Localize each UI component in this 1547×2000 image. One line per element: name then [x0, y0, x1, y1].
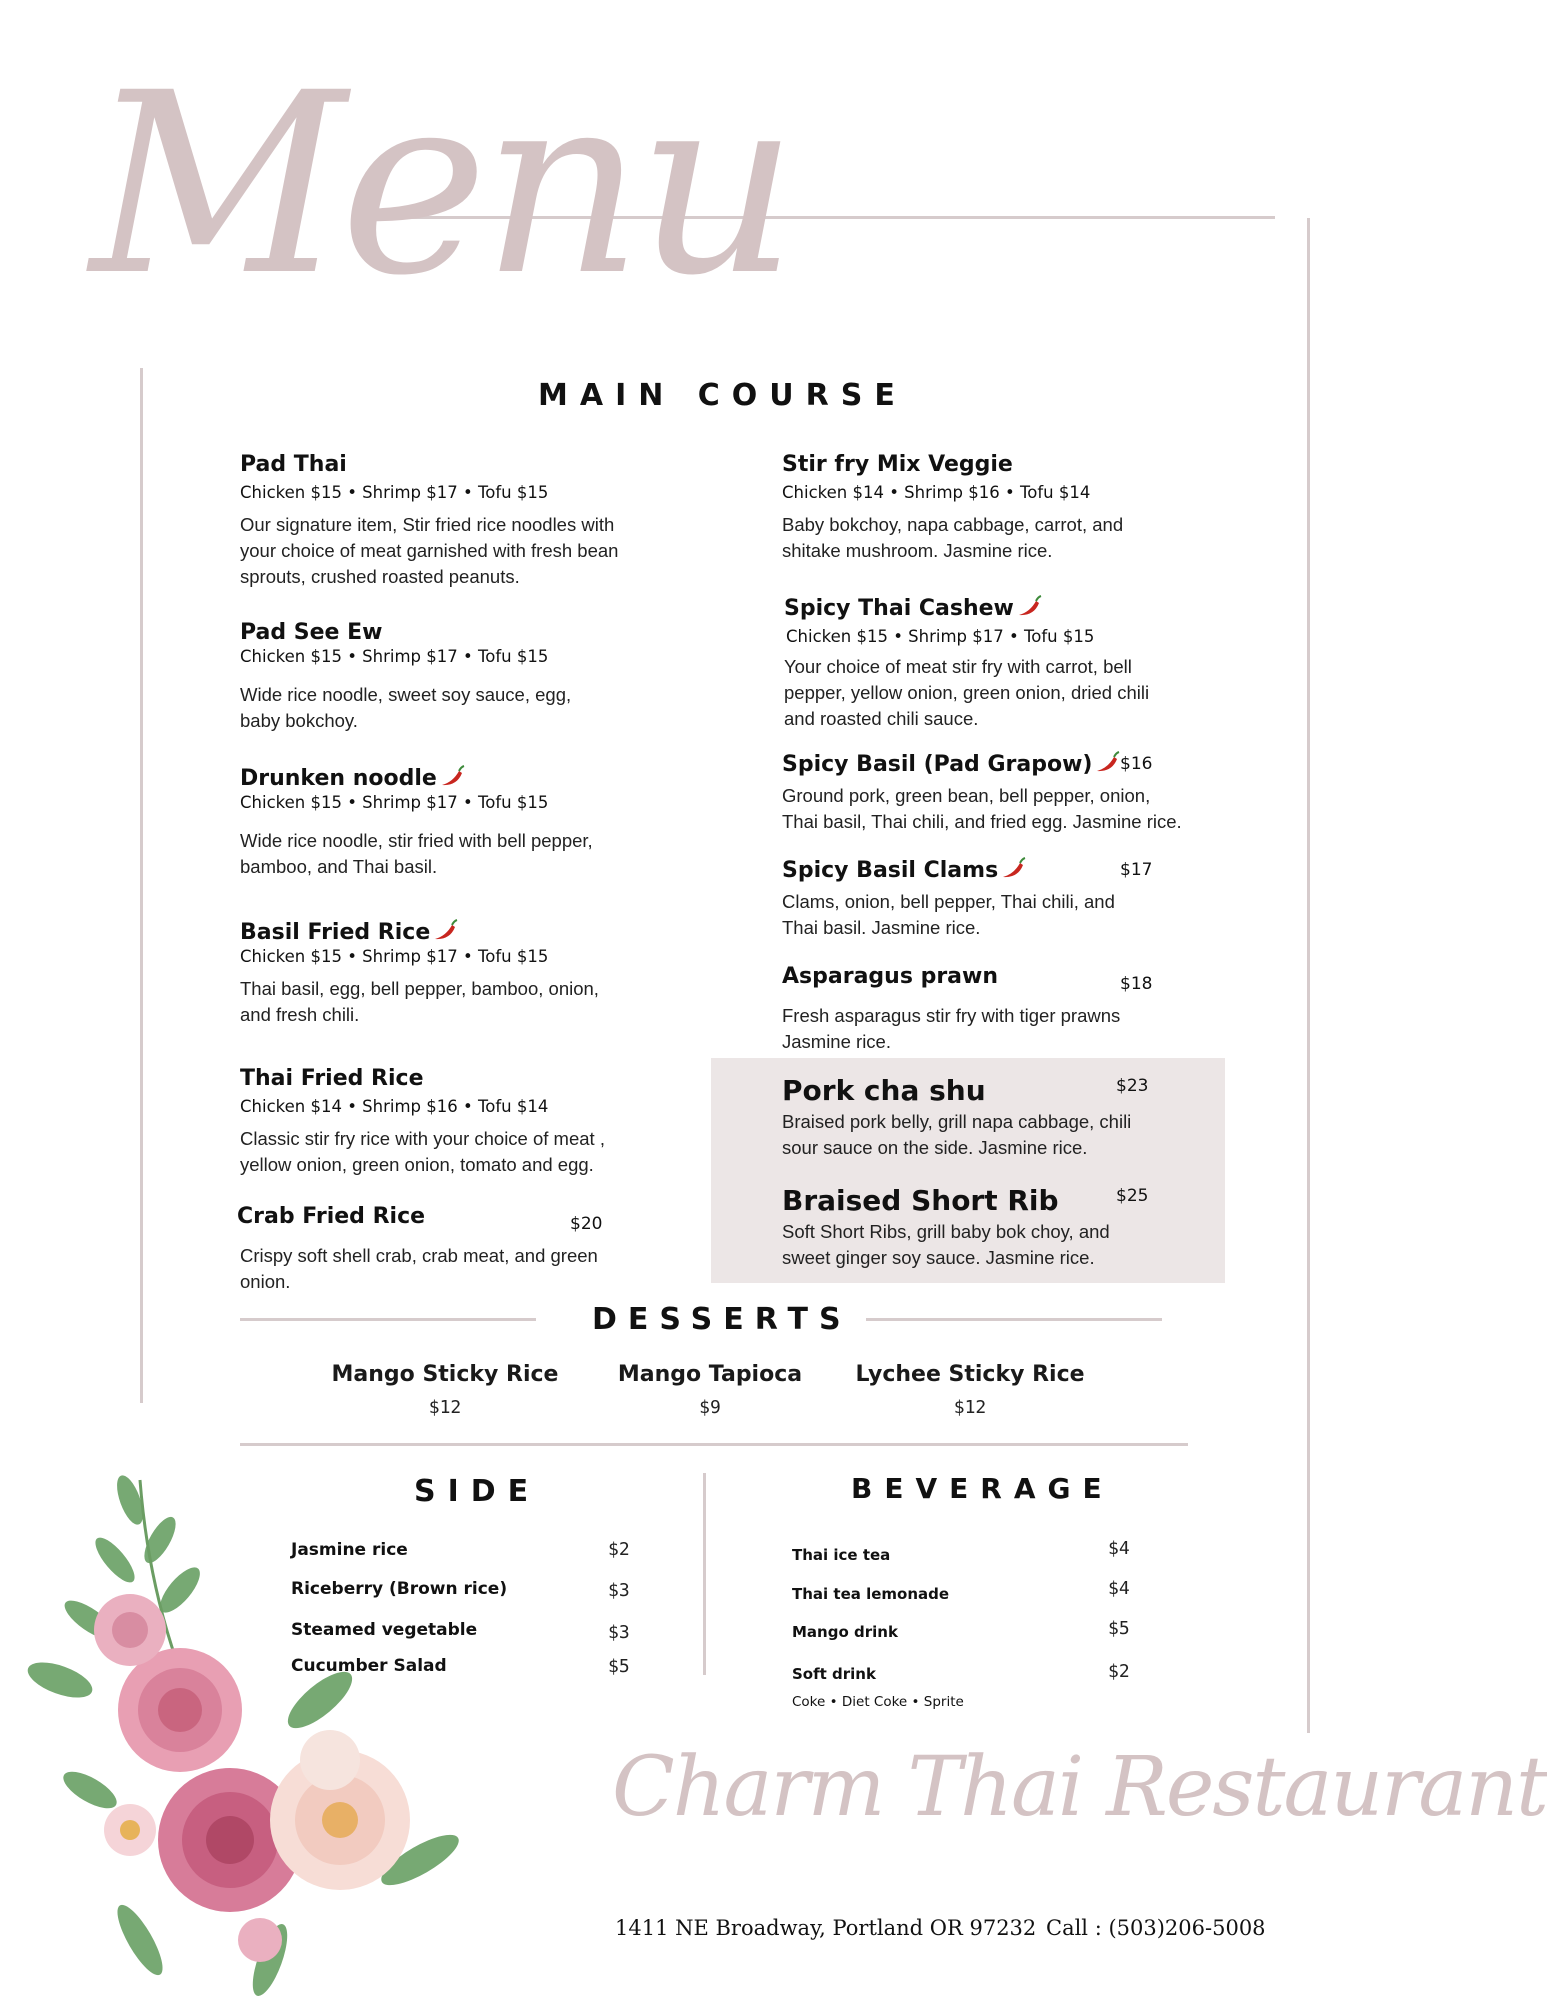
side-heading: SIDE: [414, 1474, 541, 1509]
dish-name: Asparagus prawn: [782, 964, 999, 989]
dish-spicy-basil: [782, 750, 1182, 835]
dish-name-row: [240, 764, 640, 791]
dessert-name: Mango Sticky Rice: [331, 1362, 559, 1387]
beverage-price: $4: [1108, 1578, 1130, 1599]
dessert-item: [600, 1362, 820, 1418]
side-price: $3: [608, 1580, 630, 1601]
frame-right-line: [1307, 218, 1310, 1733]
dish-spicy-thai-cashew: [784, 594, 1184, 732]
beverage-name: Soft drink: [792, 1665, 876, 1683]
dessert-name: Mango Tapioca: [617, 1362, 803, 1387]
dessert-price: $12: [953, 1397, 987, 1418]
desserts-line-left: [240, 1318, 536, 1321]
side-name: Cucumber Salad: [291, 1656, 447, 1676]
dish-name: Basil Fried Rice: [240, 920, 431, 945]
dessert-name: Lychee Sticky Rice: [855, 1362, 1085, 1387]
beverage-item: [792, 1661, 1142, 1684]
dish-description: Crispy soft shell crab, crab meat, and green onion.: [240, 1245, 598, 1292]
dish-description: Classic stir fry rice with your choice of meat , yellow onion, green onion, tomato and egg.: [240, 1128, 605, 1175]
dish-description: Braised pork belly, grill napa cabbage, chili sour sauce on the side. Jasmine rice.: [782, 1111, 1132, 1158]
dish-thai-fried-rice: [240, 1066, 660, 1178]
menu-title: Menu: [90, 39, 792, 330]
dish-pork-cha-shu: [782, 1074, 1182, 1161]
dessert-item: [325, 1362, 565, 1418]
chili-icon: [1016, 594, 1042, 618]
dish-drunken-noodle: [240, 764, 640, 880]
dish-price: $18: [1120, 974, 1153, 994]
desserts-line-right: [866, 1318, 1162, 1321]
address: 1411 NE Broadway, Portland OR 97232: [615, 1916, 1037, 1940]
dish-name: Braised Short Rib: [782, 1184, 1059, 1217]
floral-decoration: [20, 1460, 560, 2000]
dish-prices: Chicken $15 • Shrimp $17 • Tofu $15: [240, 483, 549, 502]
dish-pad-thai: [240, 452, 640, 590]
beverage-price: $2: [1108, 1661, 1130, 1682]
featured-dishes-box: [711, 1058, 1225, 1283]
chili-icon: [439, 764, 465, 788]
peony-icon: [270, 1730, 410, 1890]
dish-price: $16: [1120, 754, 1153, 774]
dish-price: $25: [1116, 1186, 1149, 1206]
dish-pad-see-ew: [240, 620, 640, 734]
chili-icon: [1000, 856, 1026, 880]
beverage-name: Thai ice tea: [792, 1546, 891, 1564]
desserts-bottom-line: [240, 1443, 1188, 1446]
soft-drink-note: Coke • Diet Coke • Sprite: [792, 1694, 964, 1710]
dish-description: Thai basil, egg, bell pepper, bamboo, onion, and fresh chili.: [240, 978, 599, 1025]
dessert-price: $9: [699, 1397, 721, 1418]
beverage-name: Mango drink: [792, 1623, 898, 1641]
dish-name: Stir fry Mix Veggie: [782, 452, 1013, 477]
dish-description: Clams, onion, bell pepper, Thai chili, and Thai basil. Jasmine rice.: [782, 891, 1115, 938]
dish-description: Wide rice noodle, stir fried with bell pepper, bamboo, and Thai basil.: [240, 830, 593, 877]
dish-description: Our signature item, Stir fried rice noodles with your choice of meat garnished with fresh bean sprouts, crushed roasted peanuts.: [240, 514, 619, 587]
dish-prices: Chicken $14 • Shrimp $16 • Tofu $14: [782, 483, 1091, 502]
dish-prices: Chicken $15 • Shrimp $17 • Tofu $15: [240, 793, 549, 812]
dish-name: Spicy Thai Cashew: [784, 596, 1014, 621]
side-price: $3: [608, 1622, 630, 1643]
beverage-item: [792, 1578, 1142, 1604]
dish-name: Crab Fried Rice: [237, 1204, 426, 1229]
side-price: $5: [608, 1656, 630, 1677]
dish-basil-fried-rice: [240, 918, 640, 1028]
dish-asparagus-prawn: [782, 964, 1182, 1055]
dish-name: Pad See Ew: [240, 620, 383, 645]
dish-name: Pad Thai: [240, 452, 347, 477]
dish-name: Spicy Basil Clams: [782, 858, 999, 883]
phone-number: Call : (503)206-5008: [1046, 1916, 1266, 1940]
dessert-item: [850, 1362, 1090, 1418]
dish-braised-short-rib: [782, 1184, 1182, 1271]
dish-price: $20: [570, 1214, 603, 1234]
dish-name-row: [240, 918, 640, 945]
side-name: Riceberry (Brown rice): [291, 1579, 508, 1599]
dish-name: Drunken noodle: [240, 766, 437, 791]
side-name: Jasmine rice: [291, 1540, 408, 1560]
dish-description: Fresh asparagus stir fry with tiger prawns Jasmine rice.: [782, 1005, 1121, 1052]
frame-left-line: [140, 368, 143, 1403]
rose-icon: [94, 1594, 242, 1772]
dish-stir-fry-mix-veggie: [782, 452, 1182, 564]
main-course-heading: MAIN COURSE: [538, 378, 907, 413]
dish-name: Thai Fried Rice: [240, 1066, 424, 1091]
dish-prices: Chicken $15 • Shrimp $17 • Tofu $15: [786, 627, 1095, 646]
dish-name: Pork cha shu: [782, 1074, 986, 1107]
dish-crab-fried-rice: [237, 1204, 637, 1295]
desserts-heading: DESSERTS: [592, 1302, 852, 1337]
dish-name: Spicy Basil (Pad Grapow): [782, 752, 1093, 777]
dish-description: Wide rice noodle, sweet soy sauce, egg, baby bokchoy.: [240, 684, 572, 731]
beverage-item: [792, 1538, 1142, 1565]
side-beverage-divider: [703, 1473, 706, 1675]
beverage-price: $4: [1108, 1538, 1130, 1559]
dish-prices: Chicken $14 • Shrimp $16 • Tofu $14: [240, 1097, 549, 1116]
dish-prices: Chicken $15 • Shrimp $17 • Tofu $15: [240, 947, 549, 966]
side-name: Steamed vegetable: [291, 1620, 478, 1640]
restaurant-name: Charm Thai Restaurant: [612, 1740, 1547, 1835]
chili-icon: [1094, 750, 1120, 774]
side-price: $2: [608, 1539, 630, 1560]
dish-description: Ground pork, green bean, bell pepper, onion, Thai basil, Thai chili, and fried egg. Jasmine rice.: [782, 785, 1182, 832]
beverage-name: Thai tea lemonade: [792, 1585, 950, 1603]
dish-spicy-basil-clams: [782, 856, 1182, 941]
dessert-price: $12: [428, 1397, 462, 1418]
dish-name-row: [784, 594, 1184, 621]
chili-icon: [432, 918, 458, 942]
dish-price: $23: [1116, 1076, 1149, 1096]
dish-description: Your choice of meat stir fry with carrot, bell pepper, yellow onion, green onion, dried chili and roasted chili sauce.: [784, 656, 1150, 729]
beverage-heading: BEVERAGE: [851, 1472, 1114, 1505]
dish-price: $17: [1120, 860, 1153, 880]
beverage-item: [792, 1618, 1142, 1642]
dish-description: Soft Short Ribs, grill baby bok choy, and sweet ginger soy sauce. Jasmine rice.: [782, 1221, 1110, 1268]
dish-prices: Chicken $15 • Shrimp $17 • Tofu $15: [240, 647, 549, 666]
leaf-icon: [23, 1472, 465, 2000]
beverage-price: $5: [1108, 1618, 1130, 1639]
dish-description: Baby bokchoy, napa cabbage, carrot, and shitake mushroom. Jasmine rice.: [782, 514, 1124, 561]
